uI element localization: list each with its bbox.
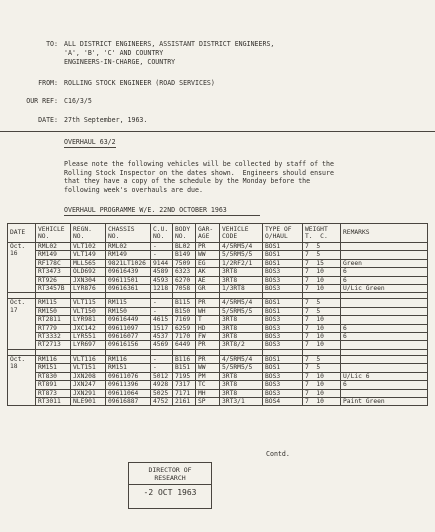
cell-regn-no: JXN247 xyxy=(71,381,106,389)
cell-overhaul-type: BOS3 xyxy=(263,372,303,380)
cell-regn-no: VLT150 xyxy=(71,307,106,315)
cell-regn-no: LYR876 xyxy=(71,285,106,293)
cell-cu-no: 4928 xyxy=(151,381,173,389)
cell-overhaul-type: BOS1 xyxy=(263,259,303,267)
cell-chassis-no: RM115 xyxy=(106,299,151,307)
cell-remarks xyxy=(341,389,428,397)
header-remarks: REMARKS xyxy=(341,224,428,243)
cell-vehicle-no: RT3332 xyxy=(36,333,71,341)
cell-cu-no: - xyxy=(151,243,173,251)
overhaul-ref-underline xyxy=(64,147,116,148)
cell-chassis-no: 09611064 xyxy=(106,389,151,397)
cell-body-no: 6449 xyxy=(173,341,196,349)
cell-cu-no: - xyxy=(151,307,173,315)
paragraph-line-4: following week's overhauls are due. xyxy=(64,185,203,194)
cell-chassis-no: RM150 xyxy=(106,307,151,315)
cell-chassis-no: 09616361 xyxy=(106,285,151,293)
cell-vehicle-no: RT3473 xyxy=(36,268,71,276)
table-row xyxy=(8,389,428,397)
cell-vehicle-no: RT926 xyxy=(36,276,71,284)
cell-overhaul-type: BOS3 xyxy=(263,276,303,284)
date-label: DATE: xyxy=(38,116,58,124)
cell-chassis-no: 9821LT1026 xyxy=(106,259,151,267)
cell-cu-no: 4593 xyxy=(151,276,173,284)
cell-body-no: 7058 xyxy=(173,285,196,293)
header-weight: WEIGHT T. C. xyxy=(303,224,341,243)
cell-cu-no: - xyxy=(151,355,173,363)
cell-remarks xyxy=(341,243,428,251)
cell-body-no: B116 xyxy=(173,355,196,363)
cell-garage: PM xyxy=(196,372,220,380)
cell-regn-no: VLT115 xyxy=(71,299,106,307)
cell-overhaul-type: BOS3 xyxy=(263,381,303,389)
cell-overhaul-type: BOS3 xyxy=(263,389,303,397)
cell-vehicle-code: 4/5RM5/4 xyxy=(220,243,263,251)
cell-regn-no: MLL565 xyxy=(71,259,106,267)
paragraph-line-2: Rolling Stock Inspector on the dates shown. Engineers should ensure xyxy=(64,168,334,177)
cell-body-no: 6259 xyxy=(173,324,196,332)
cell-remarks: U/Lic Green xyxy=(341,285,428,293)
cell-remarks: 6 xyxy=(341,381,428,389)
cell-remarks xyxy=(341,341,428,349)
cell-chassis-no: 09616887 xyxy=(106,397,151,405)
table-row xyxy=(8,333,428,341)
cell-remarks: 6 xyxy=(341,333,428,341)
to-label: TO: xyxy=(46,40,58,48)
cell-vehicle-no: RT3457B xyxy=(36,285,71,293)
cell-regn-no: VLT151 xyxy=(71,364,106,372)
cell-remarks: 6 xyxy=(341,268,428,276)
cell-regn-no: OLD692 xyxy=(71,268,106,276)
cell-vehicle-code: 3RT8 xyxy=(220,268,263,276)
table-row xyxy=(8,243,428,251)
cell-body-no: B115 xyxy=(173,299,196,307)
paragraph-line-3: that they have a copy of the schedule by the Monday before the xyxy=(64,177,311,185)
cell-garage: TC xyxy=(196,381,220,389)
cell-chassis-no: 09616077 xyxy=(106,333,151,341)
cell-regn-no: JXN208 xyxy=(71,372,106,380)
cell-overhaul-type: BOS1 xyxy=(263,364,303,372)
cell-vehicle-no: RM150 xyxy=(36,307,71,315)
cell-vehicle-no: RT779 xyxy=(36,324,71,332)
continued-note: Contd. xyxy=(266,450,290,458)
cell-chassis-no: 09611396 xyxy=(106,381,151,389)
cell-regn-no: JXN304 xyxy=(71,276,106,284)
stamp-date: -2 OCT 1963 xyxy=(143,488,197,497)
cell-vehicle-code: 3RT3/1 xyxy=(220,397,263,405)
cell-cu-no: 4537 xyxy=(151,333,173,341)
cell-weight: 7 15 xyxy=(303,259,341,267)
header-date: DATE xyxy=(8,224,36,243)
cell-overhaul-type: BOS3 xyxy=(263,341,303,349)
cell-remarks xyxy=(341,299,428,307)
header-vehicle-code: VEHICLE CODE xyxy=(220,224,263,243)
cell-weight: 7 5 xyxy=(303,364,341,372)
stamp-department: DIRECTOR OF RESEARCH xyxy=(129,463,211,485)
cell-vehicle-code: 3RT8/2 xyxy=(220,341,263,349)
cell-vehicle-no: RML02 xyxy=(36,243,71,251)
cell-garage: WH xyxy=(196,307,220,315)
cell-body-no: 6270 xyxy=(173,276,196,284)
cell-body-no: 7170 xyxy=(173,333,196,341)
cell-garage: PR xyxy=(196,299,220,307)
cell-overhaul-type: BOS3 xyxy=(263,285,303,293)
cell-weight: 7 10 xyxy=(303,268,341,276)
cell-vehicle-code: 3RT8 xyxy=(220,276,263,284)
header-divider xyxy=(0,131,435,132)
cell-overhaul-type: BOS1 xyxy=(263,355,303,363)
cell-vehicle-code: 3RT8 xyxy=(220,372,263,380)
paragraph-line-1: Please note the following vehicles will be collected by staff of the xyxy=(64,160,334,168)
cell-chassis-no: 09616439 xyxy=(106,268,151,276)
header-garage: GAR- AGE xyxy=(196,224,220,243)
cell-weight: 7 5 xyxy=(303,243,341,251)
cell-vehicle-code: 5/5RM5/5 xyxy=(220,364,263,372)
cell-regn-no: JXC142 xyxy=(71,324,106,332)
cell-chassis-no: 09616156 xyxy=(106,341,151,349)
cell-regn-no: LYR981 xyxy=(71,316,106,324)
cell-vehicle-code: 5/5RM5/5 xyxy=(220,251,263,259)
cell-regn-no: NLE901 xyxy=(71,397,106,405)
cell-vehicle-code: 3RT8 xyxy=(220,381,263,389)
header-cu-no: C.U. NO. xyxy=(151,224,173,243)
cell-weight: 7 10 xyxy=(303,389,341,397)
cell-remarks: Green xyxy=(341,259,428,267)
cell-vehicle-code: 3RT8 xyxy=(220,389,263,397)
cell-cu-no: 9144 xyxy=(151,259,173,267)
cell-weight: 7 5 xyxy=(303,355,341,363)
cell-regn-no: VLT149 xyxy=(71,251,106,259)
cell-date: Oct. 17 xyxy=(8,299,36,349)
table-header-row xyxy=(8,224,428,243)
to-line-2: 'A', 'B', 'C' AND COUNTRY xyxy=(64,49,164,57)
table-row xyxy=(8,397,428,405)
cell-remarks: 6 xyxy=(341,324,428,332)
cell-weight: 7 10 xyxy=(303,285,341,293)
cell-garage: AK xyxy=(196,268,220,276)
header-chassis-no: CHASSIS NO. xyxy=(106,224,151,243)
header-body-no: BODY NO. xyxy=(173,224,196,243)
cell-body-no: 7317 xyxy=(173,381,196,389)
table-row xyxy=(8,381,428,389)
cell-chassis-no: 09616449 xyxy=(106,316,151,324)
cell-regn-no: VLT116 xyxy=(71,355,106,363)
cell-garage: AE xyxy=(196,276,220,284)
cell-weight: 7 10 xyxy=(303,324,341,332)
cell-overhaul-type: BOS1 xyxy=(263,243,303,251)
cell-garage: PR xyxy=(196,355,220,363)
cell-cu-no: 5025 xyxy=(151,389,173,397)
cell-garage: SP xyxy=(196,397,220,405)
cell-regn-no: LYR697 xyxy=(71,341,106,349)
cell-vehicle-code: 1/2RF2/1 xyxy=(220,259,263,267)
programme-title-underline xyxy=(64,215,260,216)
overhaul-schedule-table xyxy=(7,223,428,406)
table-row xyxy=(8,299,428,307)
cell-cu-no: 4615 xyxy=(151,316,173,324)
cell-vehicle-no: RM151 xyxy=(36,364,71,372)
cell-garage: GR xyxy=(196,285,220,293)
cell-garage: WW xyxy=(196,251,220,259)
cell-vehicle-no: RT891 xyxy=(36,381,71,389)
cell-vehicle-no: RT873 xyxy=(36,389,71,397)
table-row xyxy=(8,364,428,372)
overhaul-ref: OVERHAUL 63/2 xyxy=(64,138,116,146)
cell-weight: 7 5 xyxy=(303,299,341,307)
cell-vehicle-no: RT2713 xyxy=(36,341,71,349)
cell-garage: HD xyxy=(196,324,220,332)
table-row xyxy=(8,276,428,284)
cell-regn-no: LYR551 xyxy=(71,333,106,341)
cell-regn-no: JXN291 xyxy=(71,389,106,397)
table-row xyxy=(8,268,428,276)
cell-chassis-no: RM149 xyxy=(106,251,151,259)
from-value: ROLLING STOCK ENGINEER (ROAD SERVICES) xyxy=(64,79,215,87)
cell-overhaul-type: BOS1 xyxy=(263,299,303,307)
cell-body-no: 6323 xyxy=(173,268,196,276)
received-stamp xyxy=(128,462,212,509)
cell-garage: T xyxy=(196,316,220,324)
ref-value: C16/3/5 xyxy=(64,97,92,105)
table-row xyxy=(8,372,428,380)
cell-chassis-no: 09611501 xyxy=(106,276,151,284)
cell-cu-no: 1218 xyxy=(151,285,173,293)
cell-body-no: 2161 xyxy=(173,397,196,405)
cell-vehicle-no: RM149 xyxy=(36,251,71,259)
cell-cu-no: 4589 xyxy=(151,268,173,276)
cell-vehicle-no: RM115 xyxy=(36,299,71,307)
cell-weight: 7 10 xyxy=(303,333,341,341)
cell-body-no: BL02 xyxy=(173,243,196,251)
table-row xyxy=(8,341,428,349)
table-row xyxy=(8,355,428,363)
cell-weight: 7 10 xyxy=(303,276,341,284)
cell-body-no: B151 xyxy=(173,364,196,372)
table-row xyxy=(8,285,428,293)
cell-vehicle-no: RF178C xyxy=(36,259,71,267)
cell-chassis-no: RM151 xyxy=(106,364,151,372)
cell-vehicle-no: RM116 xyxy=(36,355,71,363)
table-row xyxy=(8,324,428,332)
cell-date: Oct. 18 xyxy=(8,355,36,405)
cell-vehicle-code: 3RT8 xyxy=(220,316,263,324)
cell-vehicle-code: 4/5RM5/4 xyxy=(220,355,263,363)
cell-weight: 7 10 xyxy=(303,397,341,405)
cell-vehicle-no: RT830 xyxy=(36,372,71,380)
cell-chassis-no: 09611076 xyxy=(106,372,151,380)
cell-body-no: B149 xyxy=(173,251,196,259)
cell-overhaul-type: BOS1 xyxy=(263,307,303,315)
cell-remarks: 6 xyxy=(341,276,428,284)
cell-weight: 7 5 xyxy=(303,251,341,259)
cell-vehicle-no: RT3011 xyxy=(36,397,71,405)
cell-cu-no: - xyxy=(151,364,173,372)
cell-overhaul-type: BOS4 xyxy=(263,397,303,405)
to-line-3: ENGINEERS-IN-CHARGE, COUNTRY xyxy=(64,58,176,66)
cell-overhaul-type: BOS3 xyxy=(263,333,303,341)
cell-cu-no: 4752 xyxy=(151,397,173,405)
header-regn-no: REGN. NO. xyxy=(71,224,106,243)
cell-overhaul-type: BOS3 xyxy=(263,316,303,324)
from-label: FROM: xyxy=(38,79,58,87)
cell-garage: FW xyxy=(196,333,220,341)
to-line-1: ALL DISTRICT ENGINEERS, ASSISTANT DISTRICT ENGINEERS, xyxy=(64,40,275,48)
cell-vehicle-code: 4/5RM5/4 xyxy=(220,299,263,307)
cell-weight: 7 5 xyxy=(303,307,341,315)
cell-overhaul-type: BOS3 xyxy=(263,268,303,276)
cell-weight: 7 10 xyxy=(303,381,341,389)
cell-remarks xyxy=(341,307,428,315)
cell-garage: PR xyxy=(196,341,220,349)
cell-body-no: 7509 xyxy=(173,259,196,267)
cell-garage: EG xyxy=(196,259,220,267)
cell-garage: PR xyxy=(196,243,220,251)
cell-chassis-no: RM116 xyxy=(106,355,151,363)
cell-body-no: 7171 xyxy=(173,389,196,397)
cell-chassis-no: RML02 xyxy=(106,243,151,251)
cell-weight: 7 10 xyxy=(303,316,341,324)
cell-cu-no: 5012 xyxy=(151,372,173,380)
cell-regn-no: VLT102 xyxy=(71,243,106,251)
ref-label: OUR REF: xyxy=(26,97,58,105)
programme-title: OVERHAUL PROGRAMME W/E. 22ND OCTOBER 1963 xyxy=(64,206,227,214)
cell-garage: MH xyxy=(196,389,220,397)
cell-remarks xyxy=(341,251,428,259)
cell-cu-no: - xyxy=(151,251,173,259)
cell-remarks xyxy=(341,316,428,324)
cell-weight: 7 10 xyxy=(303,341,341,349)
cell-date: Oct. 16 xyxy=(8,243,36,293)
cell-vehicle-code: 1/3RT8 xyxy=(220,285,263,293)
cell-remarks xyxy=(341,355,428,363)
table-row xyxy=(8,316,428,324)
cell-body-no: 7169 xyxy=(173,316,196,324)
table-row xyxy=(8,307,428,315)
table-row xyxy=(8,251,428,259)
cell-remarks xyxy=(341,364,428,372)
header-overhaul-type: TYPE OF O/HAUL xyxy=(263,224,303,243)
table-row xyxy=(8,259,428,267)
cell-body-no: 7195 xyxy=(173,372,196,380)
cell-remarks: Paint Green xyxy=(341,397,428,405)
cell-vehicle-no: RT2811 xyxy=(36,316,71,324)
cell-remarks: U/Lic 6 xyxy=(341,372,428,380)
cell-vehicle-code: 3RT8 xyxy=(220,333,263,341)
cell-weight: 7 10 xyxy=(303,372,341,380)
cell-overhaul-type: BOS1 xyxy=(263,251,303,259)
cell-cu-no: 1517 xyxy=(151,324,173,332)
date-value: 27th September, 1963. xyxy=(64,116,148,124)
header-vehicle-no: VEHICLE NO. xyxy=(36,224,71,243)
cell-vehicle-code: 5/5RM5/5 xyxy=(220,307,263,315)
cell-vehicle-code: 3RT8 xyxy=(220,324,263,332)
cell-cu-no: - xyxy=(151,299,173,307)
cell-body-no: B150 xyxy=(173,307,196,315)
cell-overhaul-type: BOS3 xyxy=(263,324,303,332)
cell-cu-no: 4569 xyxy=(151,341,173,349)
cell-garage: WW xyxy=(196,364,220,372)
cell-chassis-no: 09611097 xyxy=(106,324,151,332)
